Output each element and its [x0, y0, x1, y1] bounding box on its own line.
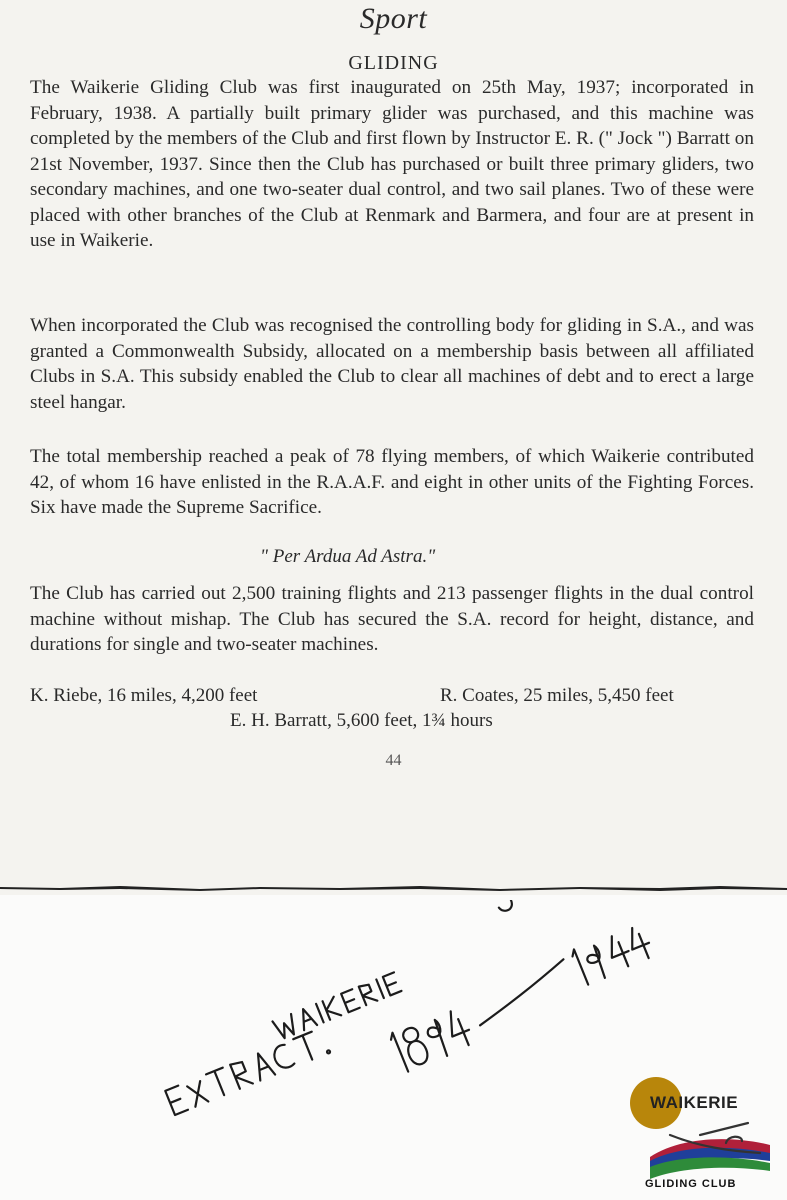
logo-subtitle: GLIDING CLUB	[645, 1178, 737, 1190]
page-title: Sport	[359, 2, 428, 35]
logo-name: WAIKERIE	[650, 1093, 739, 1112]
paragraph-membership: The total membership reached a peak of 78 flying members, of which Waikerie contributed 42, of whom 16 have enlisted in the R.A.A.F. and eight in other units of the Fighting Forces. Six have made the Supreme Sacrifice.	[30, 446, 754, 518]
paragraph-flights: The Club has carried out 2,500 training flights and 213 passenger flights in the dual control machine without mishap. The Club has secured the S.A. record for height, distance, and durations for single and two-seater machines.	[30, 583, 754, 655]
club-logo	[630, 1075, 780, 1195]
record-riebe: K. Riebe, 16 miles, 4,200 feet	[30, 685, 258, 706]
paragraph-history: The Waikerie Gliding Club was first inaugurated on 25th May, 1937; incorporated in February, 1938. A partially built primary glider was purchased, and this machine was completed by the members of the Club and first flown by Instructor E. R. (" Jock ") Barratt on 21st November, 1937. Since then the Club has purchased or built three primary gliders, two secondary machines, and one two-seater dual control, and two sail planes. Two of these were placed with other branches of the Club at Renmark and Barmera, and four are at present in use in Waikerie.	[30, 77, 754, 251]
paragraph-incorporation: When incorporated the Club was recognised the controlling body for gliding in S.A., and was granted a Commonwealth Subsidy, allocated on a membership basis between all affiliated Clubs in S.A. This subsidy enabled the Club to clear all machines of debt and to erect a large steel hangar.	[30, 315, 754, 413]
record-coates: R. Coates, 25 miles, 5,450 feet	[440, 685, 674, 706]
motto: " Per Ardua Ad Astra."	[260, 546, 436, 567]
section-heading: GLIDING	[348, 52, 439, 74]
torn-edge-divider	[0, 884, 787, 892]
page-number: 44	[385, 752, 402, 769]
record-barratt: E. H. Barratt, 5,600 feet, 1¾ hours	[230, 710, 493, 731]
